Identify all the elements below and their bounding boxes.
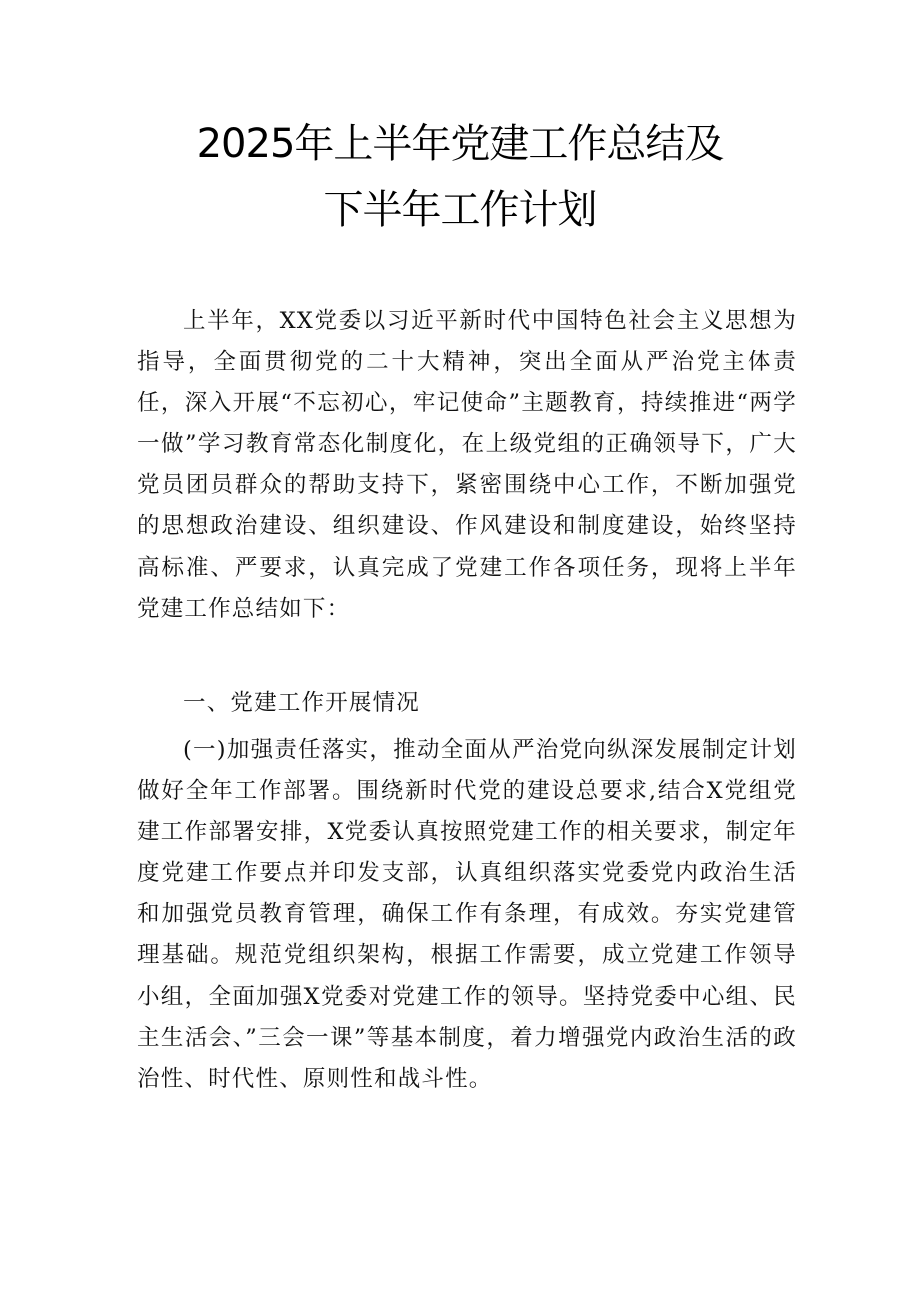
document-title-line-1: 2025年上半年党建工作总结及 (196, 121, 724, 167)
intro-paragraph: 上半年，XX党委以习近平新时代中国特色社会主义思想为指导，全面贯彻党的二十大精神，突出全面从严治党主体责任，深入开展“不忘初心，牢记使命”主题教育，持续推进“两学一做”学习教育常态化制度化，在上级党组的正确领导下，广大党员团员群众的帮助支持下，紧密围绕中心工作，不断加强党的思想政治建设、组织建设、作风建设和制度建设，始终坚持高标准、严要求，认真完成了党建工作各项任务，现将上半年党建工作总结如下： (137, 308, 797, 622)
section-heading: 一、党建工作开展情况 (183, 690, 421, 716)
section-paragraph: (一)加强责任落实，推动全面从严治党向纵深发展制定计划做好全年工作部署。围绕新时代党的建设总要求,结合X党组党建工作部署安排，X党委认真按照党建工作的相关要求，制定年度党建工作要点并印发支部，认真组织落实党委党内政治生活和加强党员教育管理，确保工作有条理，有成效。夯实党建管理基础。规范党组织架构，根据工作需要，成立党建工作领导小组，全面加强X党委对党建工作的领导。坚持党委中心组、民主生活会、”三会一课”等基本制度，着力增强党内政治生活的政治性、时代性、原则性和战斗性。 (137, 737, 797, 1092)
document-title-line-2: 下半年工作计划 (323, 187, 597, 233)
